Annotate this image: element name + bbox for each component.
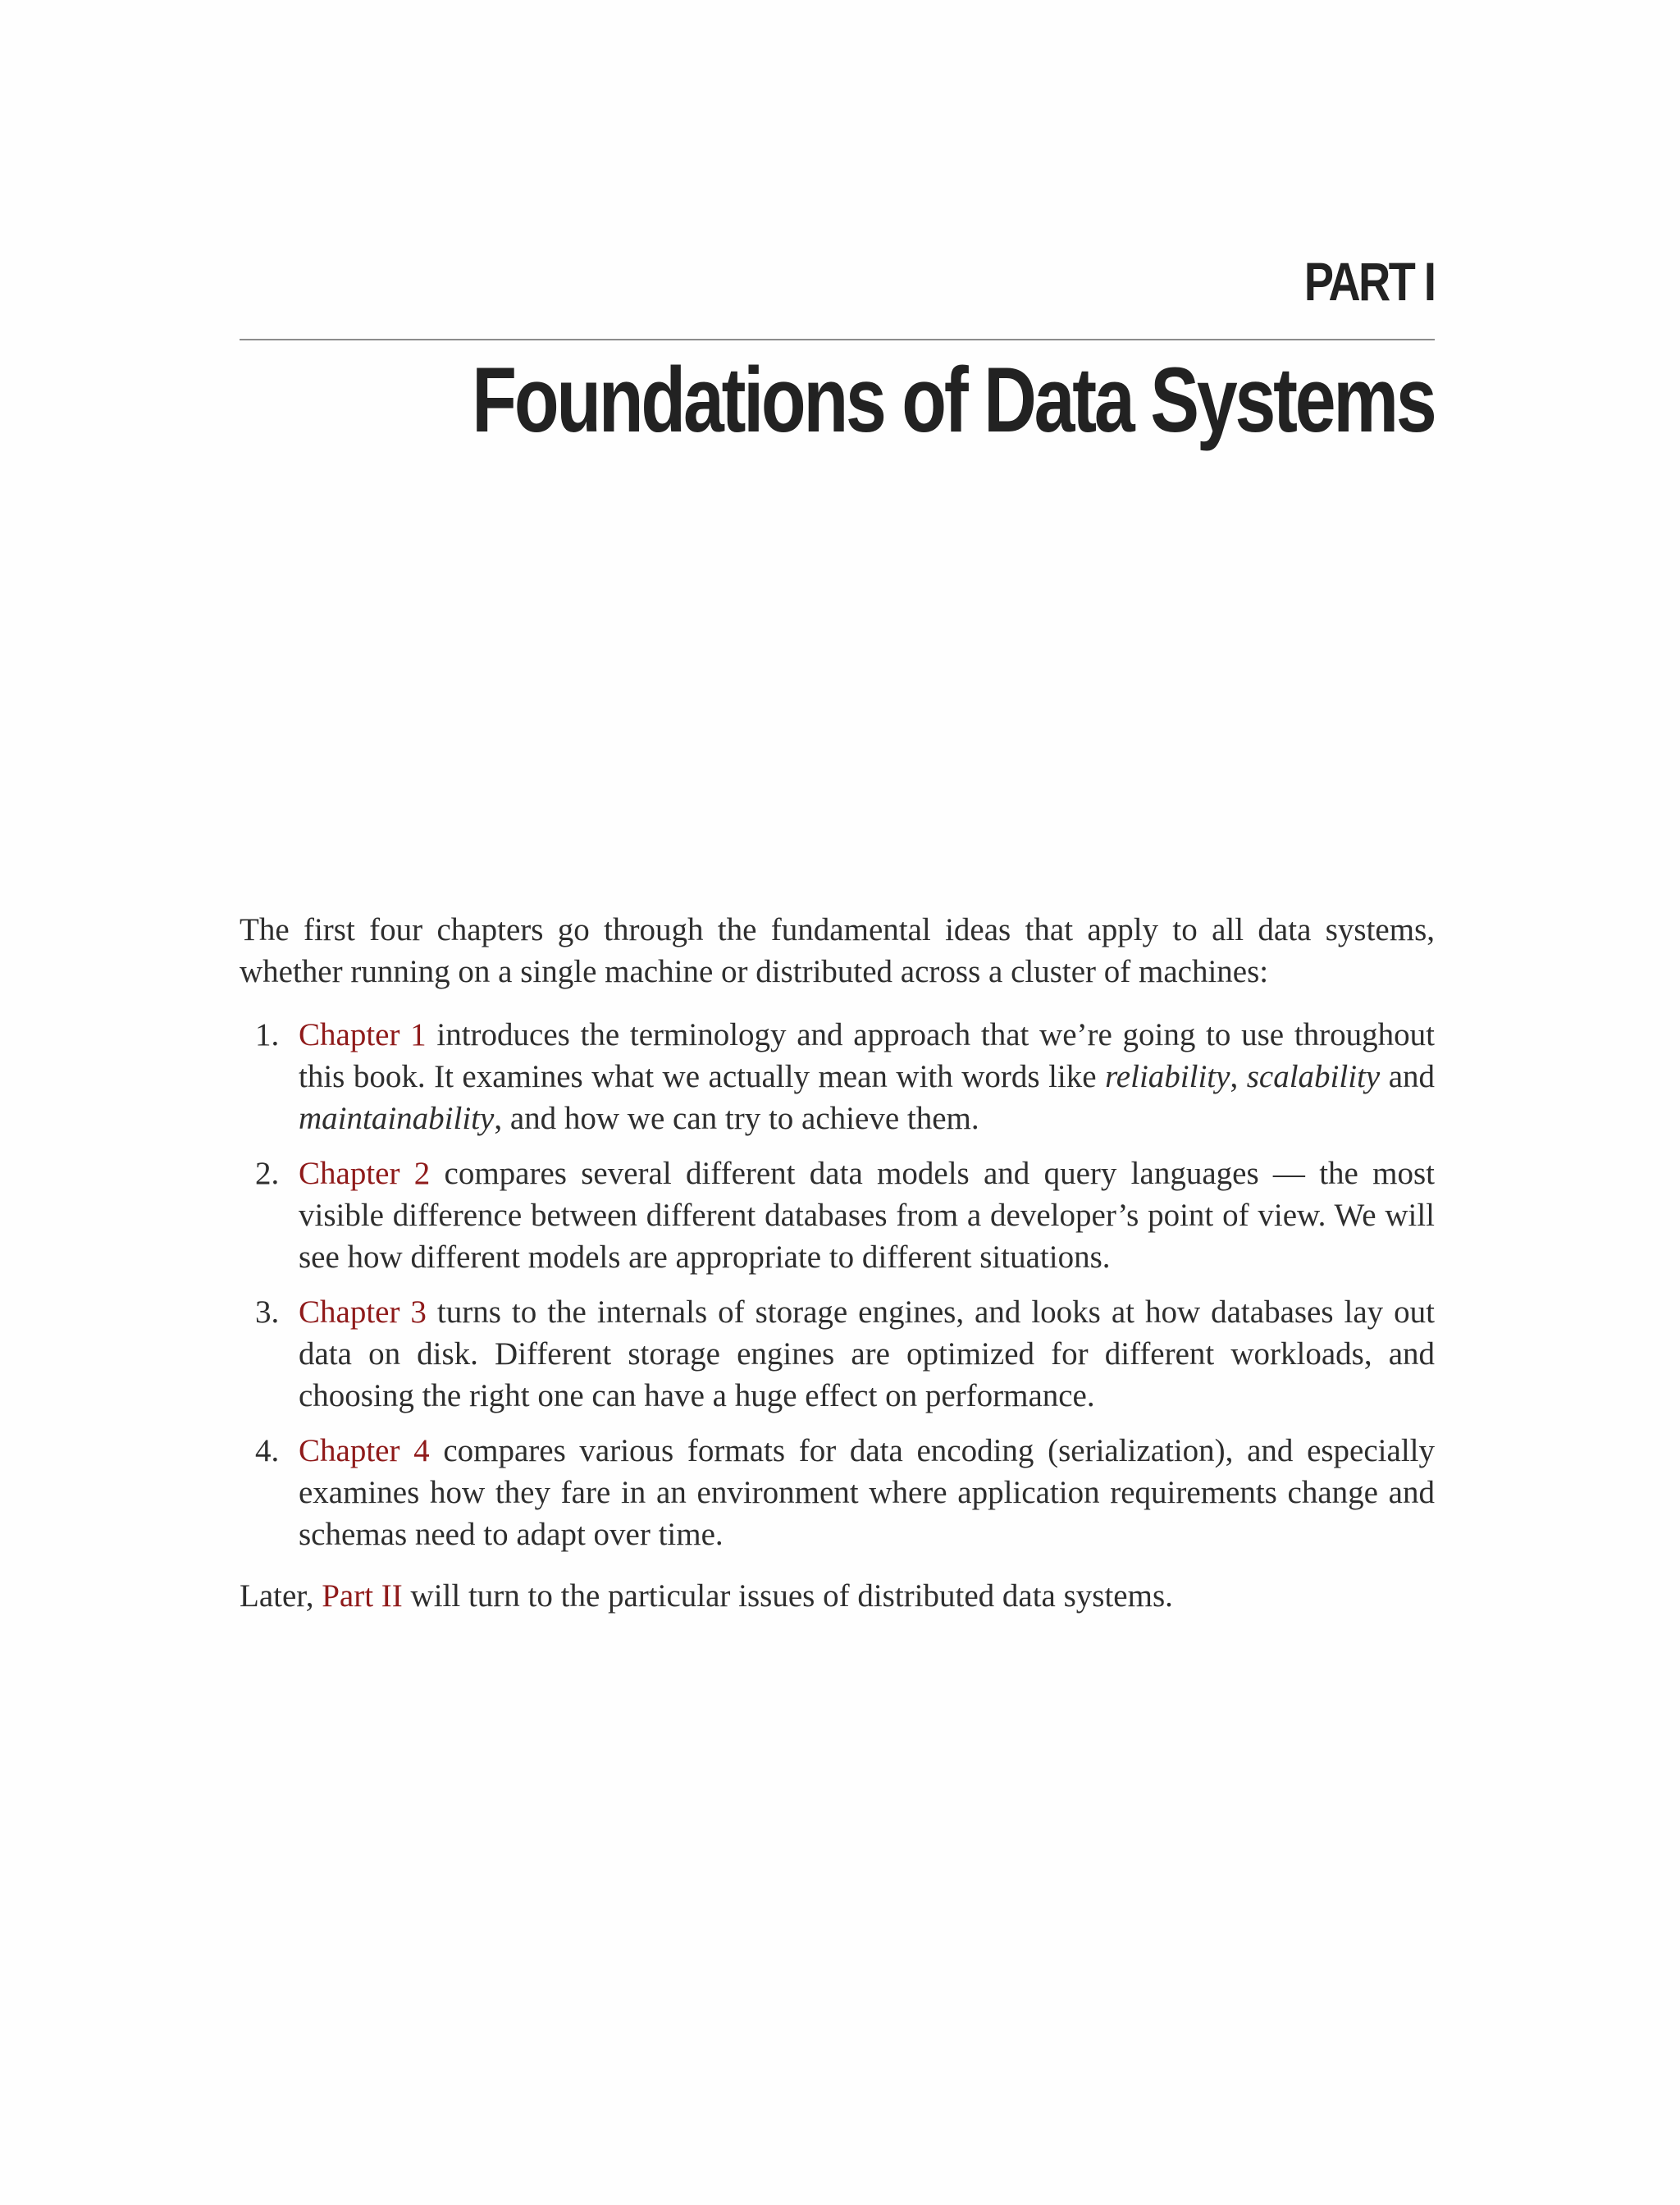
chapter-2-text: compares several different data models and query languages — the most visible difference between different databases from a developer’s point of view. We will see how different models are appropriate to different situations. <box>299 1156 1435 1275</box>
list-item-chapter-3 <box>240 1291 1435 1417</box>
closing-prefix: Later, <box>240 1578 322 1614</box>
chapter-1-sep-1: , <box>1230 1059 1247 1094</box>
term-reliability: reliability <box>1105 1059 1230 1094</box>
part-label: PART I <box>1303 251 1434 312</box>
chapter-list <box>240 1014 1435 1555</box>
title-rule <box>240 339 1435 340</box>
list-number: 3. <box>255 1294 280 1330</box>
closing-suffix: will turn to the particular issues of distributed data systems. <box>402 1578 1173 1614</box>
list-item-chapter-1 <box>240 1014 1435 1139</box>
chapter-2-link[interactable]: Chapter 2 <box>299 1156 431 1191</box>
list-item-chapter-2 <box>240 1153 1435 1278</box>
chapter-4-text: compares various formats for data encoding (serialization), and especially examines how they fare in an environment where application requirements change and schemas need to adapt over time. <box>299 1433 1435 1552</box>
term-maintainability: maintainability <box>299 1101 495 1136</box>
chapter-3-link[interactable]: Chapter 3 <box>299 1294 427 1330</box>
list-number: 4. <box>255 1433 280 1468</box>
chapter-1-sep-2: and <box>1380 1059 1436 1094</box>
chapter-1-text-b: , and how we can try to achieve them. <box>494 1101 979 1136</box>
chapter-3-text: turns to the internals of storage engines, and looks at how databases lay out data on disk. Different storage engines are optimized for different workloads, and choosing the right one can have a huge effect on performance. <box>299 1294 1435 1413</box>
intro-paragraph: The first four chapters go through the fundamental ideas that apply to all data systems, whether running on a single machine or distributed across a cluster of machines: <box>240 912 1435 989</box>
part-2-link[interactable]: Part II <box>322 1578 403 1614</box>
list-item-chapter-4 <box>240 1430 1435 1555</box>
closing-paragraph <box>240 1575 1435 1617</box>
chapter-4-link[interactable]: Chapter 4 <box>299 1433 430 1468</box>
part-body <box>240 909 1435 1617</box>
part-title: Foundations of Data Systems <box>471 349 1434 451</box>
list-number: 1. <box>255 1017 280 1052</box>
list-number: 2. <box>255 1156 280 1191</box>
chapter-1-link[interactable]: Chapter 1 <box>299 1017 427 1052</box>
chapter-1-text-a: introduces the terminology and approach that we’re going to use throughout this book. It examines what we actually mean with words like <box>299 1017 1435 1094</box>
term-scalability: scalability <box>1246 1059 1381 1094</box>
